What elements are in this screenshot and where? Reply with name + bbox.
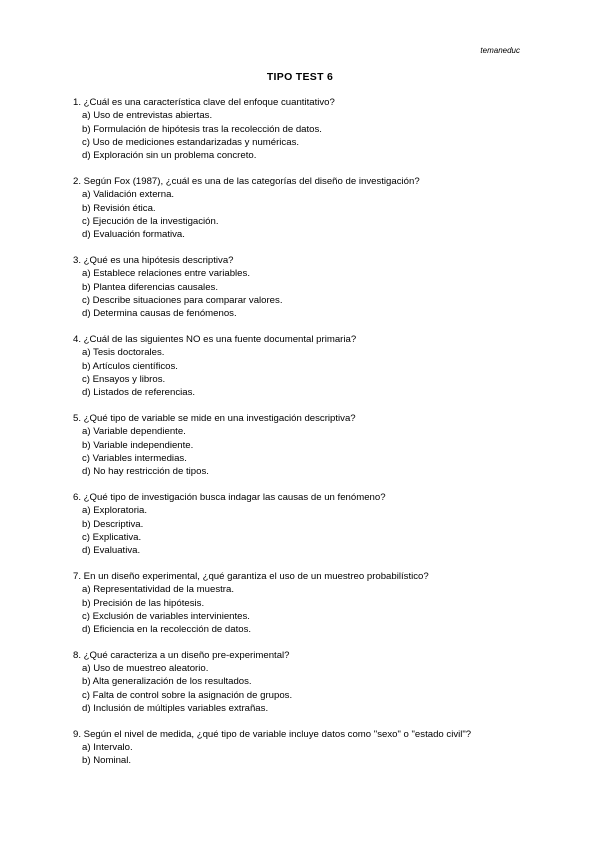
answer-options [73, 662, 543, 715]
answer-option-b: b) Plantea diferencias causales. [82, 281, 218, 293]
answer-option-a: a) Uso de muestreo aleatorio. [82, 663, 209, 675]
question-text: 7. En un diseño experimental, ¿qué garantiza el uso de un muestreo probabilístico? [73, 570, 429, 582]
answer-option-b: b) Precisión de las hipótesis. [82, 597, 205, 609]
answer-option-b: b) Descriptiva. [82, 518, 144, 530]
question-block-7 [73, 570, 543, 636]
question-text: 8. ¿Qué caracteriza a un diseño pre-experimental? [73, 649, 290, 661]
answer-options [73, 188, 543, 241]
question-text: 3. ¿Qué es una hipótesis descriptiva? [73, 254, 234, 266]
question-text: 2. Según Fox (1987), ¿cuál es una de las categorías del diseño de investigación? [73, 175, 420, 187]
answer-option-a: a) Intervalo. [82, 742, 133, 754]
question-text: 4. ¿Cuál de las siguientes NO es una fuente documental primaria? [73, 333, 357, 345]
answer-option-a: a) Representatividad de la muestra. [82, 584, 234, 596]
answer-option-d: d) Evaluativa. [82, 545, 141, 557]
question-block-1 [73, 96, 543, 162]
question-block-6 [73, 491, 543, 557]
answer-option-c: c) Ensayos y libros. [82, 373, 166, 385]
answer-option-c: c) Explicativa. [82, 531, 142, 543]
page-title: TIPO TEST 6 [266, 71, 334, 83]
answer-option-c: c) Exclusión de variables intervinientes. [82, 610, 250, 622]
question-text: 6. ¿Qué tipo de investigación busca indagar las causas de un fenómeno? [73, 491, 386, 503]
answer-option-c: c) Ejecución de la investigación. [82, 215, 219, 227]
question-text: 9. Según el nivel de medida, ¿qué tipo de variable incluye datos como "sexo" o "estado civil"? [73, 728, 472, 740]
answer-option-d: d) Eficiencia en la recolección de datos. [82, 624, 252, 636]
answer-option-a: a) Tesis doctorales. [82, 347, 165, 359]
answer-option-b: b) Variable independiente. [82, 439, 194, 451]
question-text: 5. ¿Qué tipo de variable se mide en una investigación descriptiva? [73, 412, 356, 424]
answer-option-b: b) Nominal. [82, 755, 132, 767]
answer-option-c: c) Variables intermedias. [82, 452, 187, 464]
answer-option-a: a) Validación externa. [82, 189, 175, 201]
answer-options [73, 425, 543, 478]
answer-option-c: c) Falta de control sobre la asignación de grupos. [82, 689, 293, 701]
question-block-8 [73, 649, 543, 715]
answer-options [73, 504, 543, 557]
answer-options [73, 267, 543, 320]
question-text: 1. ¿Cuál es una característica clave del enfoque cuantitativo? [73, 97, 335, 108]
question-list [73, 96, 543, 780]
answer-options [73, 741, 543, 768]
answer-option-c: c) Uso de mediciones estandarizadas y numéricas. [82, 136, 300, 148]
answer-option-b: b) Revisión ética. [82, 202, 156, 214]
question-block-5 [73, 412, 543, 478]
question-block-9 [73, 728, 543, 768]
answer-options [73, 109, 543, 162]
answer-options [73, 583, 543, 636]
answer-option-d: d) Inclusión de múltiples variables extrañas. [82, 703, 269, 715]
answer-option-d: d) Determina causas de fenómenos. [82, 308, 237, 320]
question-block-3 [73, 254, 543, 320]
answer-option-b: b) Artículos científicos. [82, 360, 178, 372]
answer-option-d: d) Exploración sin un problema concreto. [82, 150, 257, 162]
answer-option-a: a) Uso de entrevistas abiertas. [82, 110, 213, 122]
answer-option-a: a) Establece relaciones entre variables. [82, 268, 250, 280]
answer-option-d: d) Evaluación formativa. [82, 229, 185, 241]
question-block-4 [73, 333, 543, 399]
answer-option-b: b) Alta generalización de los resultados. [82, 676, 252, 688]
answer-option-a: a) Variable dependiente. [82, 426, 186, 438]
answer-options [73, 346, 543, 399]
answer-option-d: d) Listados de referencias. [82, 387, 196, 399]
header-tag: temaneduc [480, 46, 520, 55]
answer-option-b: b) Formulación de hipótesis tras la recolección de datos. [82, 123, 322, 135]
answer-option-d: d) No hay restricción de tipos. [82, 466, 209, 478]
question-block-2 [73, 175, 543, 241]
answer-option-c: c) Describe situaciones para comparar valores. [82, 294, 283, 306]
answer-option-a: a) Exploratoria. [82, 505, 148, 517]
